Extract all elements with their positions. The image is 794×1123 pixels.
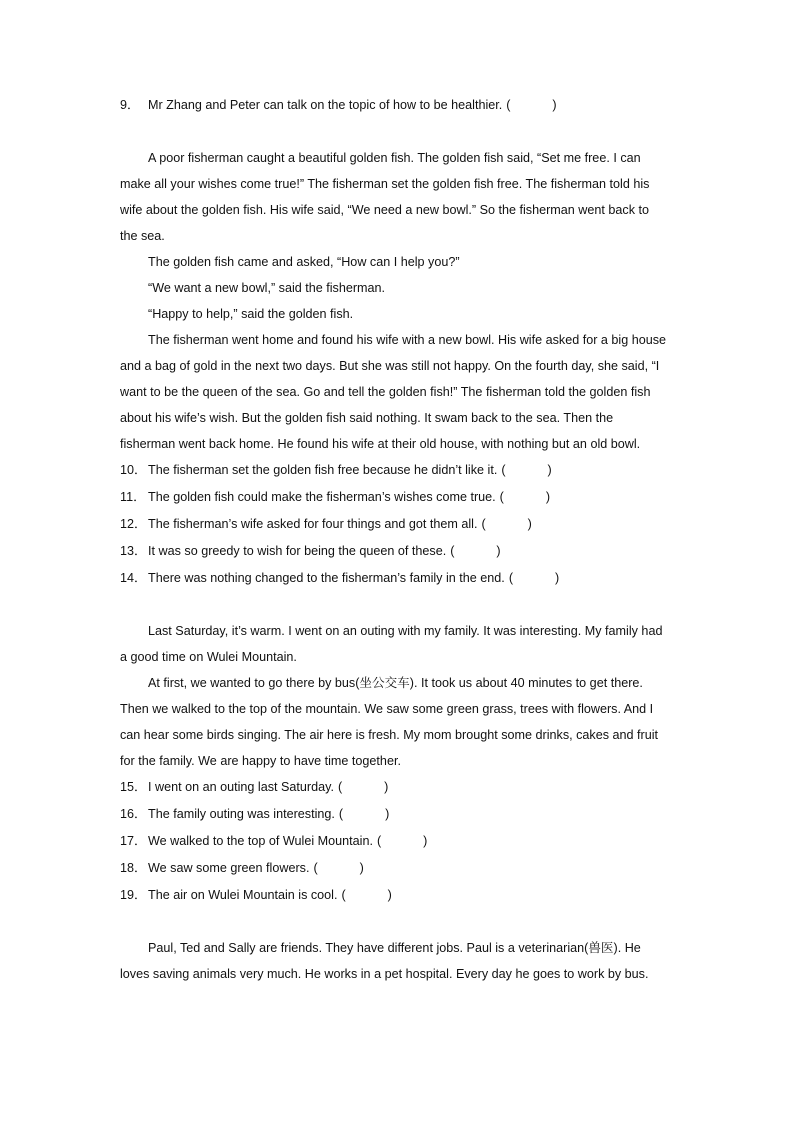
passage-paragraph: A poor fisherman caught a beautiful golden fish. The golden fish said, “Set me free. I can make all your wishes come true!” The fisherman set the golden fish free. The fisherman told his wife about the golden fish. His wife said, “We need a new bowl.” So the fisherman went back to the sea. <box>120 151 650 243</box>
answer-blank[interactable]: ( ) <box>313 861 364 875</box>
question-number: 13． <box>120 544 147 558</box>
spacer <box>120 909 668 935</box>
passage-paragraph: “We want a new bowl,” said the fisherman. <box>148 281 386 295</box>
passage-paragraph: Paul, Ted and Sally are friends. They have different jobs. Paul is a veterinarian(兽医). He loves saving animals very much. He works in a pet hospital. Every day he goes to work by bus. <box>120 941 649 981</box>
question-number: 12． <box>120 517 147 531</box>
passage-paragraph: Last Saturday, it’s warm. I went on an outing with my family. It was interesting. My family had a good time on Wulei Mountain. <box>120 624 663 664</box>
answer-blank[interactable]: ( ) <box>338 807 390 821</box>
spacer <box>120 592 668 618</box>
passage-paragraph: The golden fish came and asked, “How can I help you?” <box>148 255 460 269</box>
answer-blank[interactable]: ( ) <box>338 780 389 794</box>
answer-blank[interactable]: ( ) <box>508 571 560 585</box>
question-16 <box>120 801 668 828</box>
question-number: 18． <box>120 861 147 875</box>
question-15 <box>120 774 668 801</box>
question-text: It was so greedy to wish for being the queen of these. <box>148 544 447 558</box>
question-number: 10． <box>120 463 147 477</box>
question-number: 19． <box>120 888 147 902</box>
question-number: 9． <box>120 98 140 112</box>
answer-blank[interactable]: ( ) <box>341 888 392 902</box>
passage-paragraph: At first, we wanted to go there by bus(坐公交车). It took us about 40 minutes to get there. Then we walked to the top of the mountain. We saw some green grass, trees with flowers. And I can hear some birds singing. The air here is fresh. My mom brought some drinks, cakes and fruit for the family. We are happy to have time together. <box>120 676 659 768</box>
answer-blank[interactable]: ( ) <box>376 834 428 848</box>
question-number: 11． <box>120 490 146 504</box>
question-text: I went on an outing last Saturday. <box>148 780 334 794</box>
question-12 <box>120 511 668 538</box>
question-text: The family outing was interesting. <box>148 807 335 821</box>
question-10 <box>120 457 668 484</box>
question-18 <box>120 855 668 882</box>
question-14 <box>120 565 668 592</box>
passage-paragraph: “Happy to help,” said the golden fish. <box>148 307 354 321</box>
question-number: 17． <box>120 834 147 848</box>
spacer <box>120 119 668 145</box>
question-number: 14． <box>120 571 147 585</box>
question-19 <box>120 882 668 909</box>
question-text: There was nothing changed to the fisherman’s family in the end. <box>148 571 505 585</box>
question-number: 15． <box>120 780 147 794</box>
page-content <box>120 92 668 987</box>
answer-blank[interactable]: ( ) <box>481 517 532 531</box>
question-text: The fisherman’s wife asked for four things and got them all. <box>148 517 478 531</box>
answer-blank[interactable]: ( ) <box>450 544 501 558</box>
answer-blank[interactable]: ( ) <box>499 490 551 504</box>
question-text: The golden fish could make the fisherman’s wishes come true. <box>148 490 496 504</box>
question-text: We walked to the top of Wulei Mountain. <box>148 834 373 848</box>
answer-blank[interactable]: ( ) <box>506 98 557 112</box>
question-9 <box>120 92 668 119</box>
answer-blank[interactable]: ( ) <box>501 463 552 477</box>
question-text: The air on Wulei Mountain is cool. <box>148 888 338 902</box>
passage-paragraph: The fisherman went home and found his wife with a new bowl. His wife asked for a big house and a bag of gold in the next two days. But she was still not happy. On the fourth day, she said, “I want to be the queen of the sea. Go and tell the golden fish!” The fisherman told the golden fish about his wife’s wish. But the golden fish said nothing. It swam back to the sea. Then the fisherman went back home. He found his wife at their old house, with nothing but an old bowl. <box>120 333 667 451</box>
question-text: The fisherman set the golden fish free because he didn’t like it. <box>148 463 498 477</box>
question-text: We saw some green flowers. <box>148 861 310 875</box>
question-number: 16． <box>120 807 147 821</box>
question-text: Mr Zhang and Peter can talk on the topic of how to be healthier. <box>148 98 503 112</box>
question-13 <box>120 538 668 565</box>
question-17 <box>120 828 668 855</box>
question-11 <box>120 484 668 511</box>
